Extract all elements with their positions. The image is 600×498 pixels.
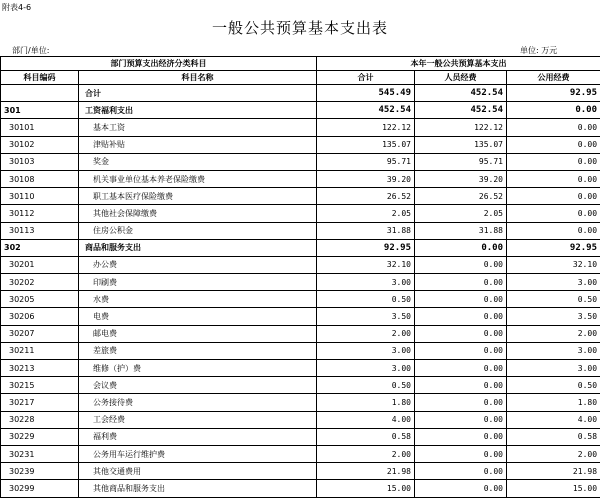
row-public: 0.00	[507, 205, 600, 222]
row-name: 办公费	[79, 256, 317, 273]
row-public: 2.00	[507, 445, 600, 462]
row-public: 0.00	[507, 170, 600, 187]
row-name: 其他交通费用	[79, 463, 317, 480]
table-row	[1, 360, 600, 377]
row-personnel: 39.20	[415, 170, 507, 187]
row-name: 会议费	[79, 377, 317, 394]
row-personnel: 0.00	[415, 239, 507, 256]
table-row	[1, 222, 600, 239]
table-row	[1, 394, 600, 411]
row-name: 奖金	[79, 153, 317, 170]
row-name: 职工基本医疗保险缴费	[79, 188, 317, 205]
table-row	[1, 239, 600, 256]
row-total: 95.71	[317, 153, 415, 170]
row-total: 2.05	[317, 205, 415, 222]
table-row	[1, 102, 600, 119]
table-row	[1, 445, 600, 462]
row-public: 0.00	[507, 119, 600, 136]
row-name: 基本工资	[79, 119, 317, 136]
table-row	[1, 274, 600, 291]
row-public: 0.50	[507, 377, 600, 394]
row-total: 3.00	[317, 342, 415, 359]
row-public: 3.50	[507, 308, 600, 325]
row-name: 其他社会保障缴费	[79, 205, 317, 222]
row-code: 30201	[1, 256, 79, 273]
row-personnel: 0.00	[415, 480, 507, 497]
row-total: 4.00	[317, 411, 415, 428]
row-public: 0.00	[507, 153, 600, 170]
table-row	[1, 428, 600, 445]
row-code: 30215	[1, 377, 79, 394]
row-personnel: 0.00	[415, 308, 507, 325]
row-public: 0.00	[507, 188, 600, 205]
row-code: 30103	[1, 153, 79, 170]
row-name: 工资福利支出	[79, 102, 317, 119]
row-code: 30108	[1, 170, 79, 187]
row-total: 32.10	[317, 256, 415, 273]
table-row	[1, 256, 600, 273]
row-public: 2.00	[507, 325, 600, 342]
row-public: 3.00	[507, 360, 600, 377]
table-row	[1, 342, 600, 359]
row-public: 4.00	[507, 411, 600, 428]
table-row	[1, 85, 600, 102]
table-row	[1, 480, 600, 497]
table-row	[1, 205, 600, 222]
row-name: 水费	[79, 291, 317, 308]
row-total: 21.98	[317, 463, 415, 480]
row-name: 邮电费	[79, 325, 317, 342]
row-code: 302	[1, 239, 79, 256]
row-total: 31.88	[317, 222, 415, 239]
row-total: 122.12	[317, 119, 415, 136]
row-code: 30211	[1, 342, 79, 359]
row-code: 301	[1, 102, 79, 119]
row-code: 30112	[1, 205, 79, 222]
row-code: 30213	[1, 360, 79, 377]
column-header-name: 科目名称	[79, 71, 317, 85]
row-name: 福利费	[79, 428, 317, 445]
row-code: 30231	[1, 445, 79, 462]
row-total: 1.80	[317, 394, 415, 411]
department-label: 部门/单位:	[12, 45, 49, 56]
table-row	[1, 136, 600, 153]
row-personnel: 0.00	[415, 428, 507, 445]
row-total: 26.52	[317, 188, 415, 205]
row-personnel: 26.52	[415, 188, 507, 205]
row-code: 30217	[1, 394, 79, 411]
row-code: 30101	[1, 119, 79, 136]
row-personnel: 135.07	[415, 136, 507, 153]
table-row	[1, 325, 600, 342]
row-name: 机关事业单位基本养老保险缴费	[79, 170, 317, 187]
row-personnel: 0.00	[415, 291, 507, 308]
row-personnel: 452.54	[415, 85, 507, 102]
row-personnel: 0.00	[415, 325, 507, 342]
column-header-total: 合计	[317, 71, 415, 85]
row-public: 3.00	[507, 342, 600, 359]
row-name: 商品和服务支出	[79, 239, 317, 256]
row-code	[1, 85, 79, 102]
row-code: 30205	[1, 291, 79, 308]
row-personnel: 0.00	[415, 360, 507, 377]
row-public: 0.00	[507, 222, 600, 239]
row-personnel: 0.00	[415, 411, 507, 428]
row-public: 0.50	[507, 291, 600, 308]
row-personnel: 0.00	[415, 274, 507, 291]
row-public: 15.00	[507, 480, 600, 497]
row-name: 电费	[79, 308, 317, 325]
row-name: 其他商品和服务支出	[79, 480, 317, 497]
row-total: 0.50	[317, 377, 415, 394]
row-total: 0.58	[317, 428, 415, 445]
group-header-economic-class: 部门预算支出经济分类科目	[1, 57, 317, 71]
row-public: 0.00	[507, 136, 600, 153]
row-total: 3.00	[317, 274, 415, 291]
row-code: 30102	[1, 136, 79, 153]
table-row	[1, 377, 600, 394]
row-code: 30110	[1, 188, 79, 205]
row-name: 公务接待费	[79, 394, 317, 411]
row-personnel: 0.00	[415, 463, 507, 480]
row-public: 92.95	[507, 85, 600, 102]
row-public: 0.58	[507, 428, 600, 445]
row-personnel: 95.71	[415, 153, 507, 170]
row-total: 2.00	[317, 325, 415, 342]
row-total: 3.00	[317, 360, 415, 377]
row-total: 0.50	[317, 291, 415, 308]
row-total: 2.00	[317, 445, 415, 462]
column-header-personnel: 人员经费	[415, 71, 507, 85]
row-total: 92.95	[317, 239, 415, 256]
row-personnel: 0.00	[415, 342, 507, 359]
row-personnel: 0.00	[415, 445, 507, 462]
row-public: 3.00	[507, 274, 600, 291]
row-personnel: 31.88	[415, 222, 507, 239]
row-code: 30299	[1, 480, 79, 497]
row-personnel: 452.54	[415, 102, 507, 119]
unit-label: 单位: 万元	[520, 45, 557, 56]
row-total: 135.07	[317, 136, 415, 153]
table-row	[1, 291, 600, 308]
row-personnel: 0.00	[415, 377, 507, 394]
row-name: 合计	[79, 85, 317, 102]
row-total: 545.49	[317, 85, 415, 102]
page-title: 一般公共预算基本支出表	[0, 17, 600, 38]
row-name: 印刷费	[79, 274, 317, 291]
row-public: 32.10	[507, 256, 600, 273]
attachment-note: 附表4-6	[2, 2, 31, 13]
row-code: 30229	[1, 428, 79, 445]
budget-table	[0, 56, 600, 498]
row-total: 15.00	[317, 480, 415, 497]
table-row	[1, 411, 600, 428]
row-name: 差旅费	[79, 342, 317, 359]
row-name: 工会经费	[79, 411, 317, 428]
table-row	[1, 308, 600, 325]
row-code: 30239	[1, 463, 79, 480]
row-name: 住房公积金	[79, 222, 317, 239]
row-total: 39.20	[317, 170, 415, 187]
table-row	[1, 153, 600, 170]
row-name: 公务用车运行维护费	[79, 445, 317, 462]
table-row	[1, 463, 600, 480]
row-code: 30207	[1, 325, 79, 342]
table-row	[1, 188, 600, 205]
row-public: 92.95	[507, 239, 600, 256]
row-code: 30206	[1, 308, 79, 325]
row-public: 21.98	[507, 463, 600, 480]
row-public: 0.00	[507, 102, 600, 119]
row-personnel: 2.05	[415, 205, 507, 222]
row-name: 津贴补贴	[79, 136, 317, 153]
row-total: 452.54	[317, 102, 415, 119]
group-header-basic-expenditure: 本年一般公共预算基本支出	[317, 57, 600, 71]
row-code: 30113	[1, 222, 79, 239]
table-row	[1, 170, 600, 187]
column-header-code: 科目编码	[1, 71, 79, 85]
row-personnel: 0.00	[415, 394, 507, 411]
row-name: 维修（护）费	[79, 360, 317, 377]
column-header-public: 公用经费	[507, 71, 600, 85]
row-personnel: 0.00	[415, 256, 507, 273]
row-code: 30202	[1, 274, 79, 291]
row-public: 1.80	[507, 394, 600, 411]
row-total: 3.50	[317, 308, 415, 325]
row-code: 30228	[1, 411, 79, 428]
table-body	[1, 85, 600, 498]
row-personnel: 122.12	[415, 119, 507, 136]
table-row	[1, 119, 600, 136]
